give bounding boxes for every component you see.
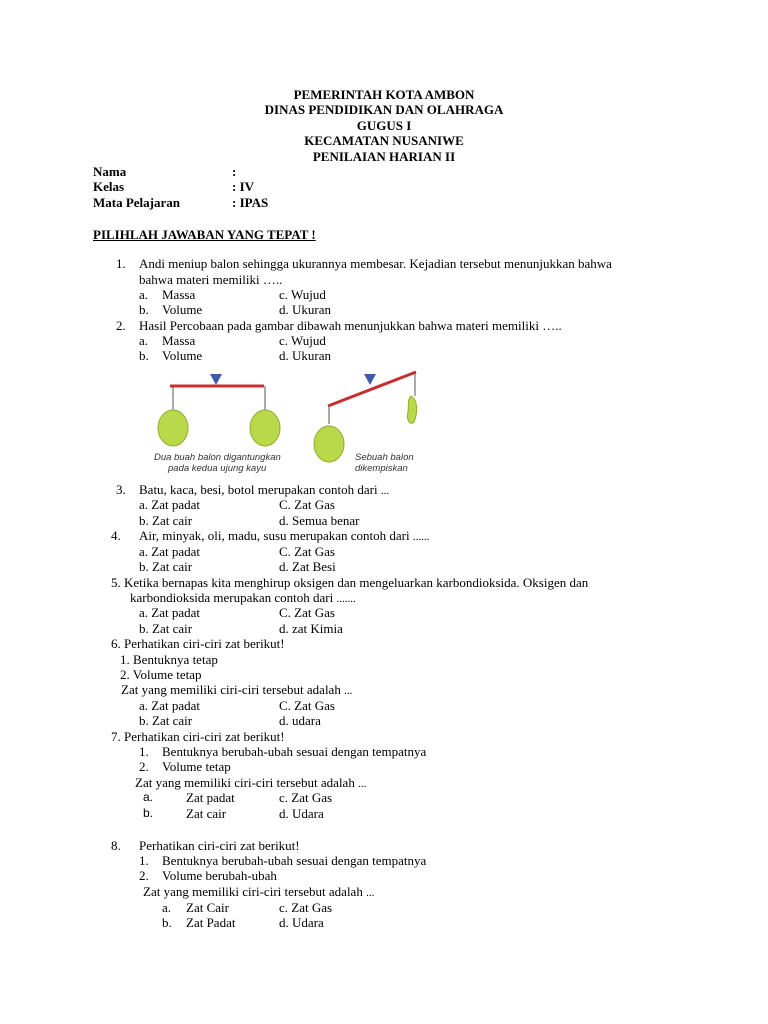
q6-dots: ... <box>344 685 353 697</box>
q8-option-b-letter: b. <box>162 915 172 930</box>
q5-text-line1: 5. Ketika bernapas kita menghirup oksigen dan mengeluarkan karbondioksida. Oksigen dan <box>111 575 589 590</box>
q7-option-b-letter: b. <box>143 806 154 820</box>
caption-right-line2: dikempiskan <box>355 463 408 474</box>
q3-option-c: C. Zat Gas <box>279 497 335 512</box>
q6-option-d: d. udara <box>279 713 321 728</box>
q5-option-c: C. Zat Gas <box>279 605 335 620</box>
right-pivot-icon <box>364 374 376 385</box>
q7-item-2: Volume tetap <box>162 759 231 774</box>
q2-option-a: Massa <box>162 333 196 348</box>
q8-dots: ... <box>366 887 375 899</box>
q4-option-a: a. Zat padat <box>139 544 200 559</box>
q7-text: 7. Perhatikan ciri-ciri zat berikut! <box>111 729 285 744</box>
q7-option-a-letter: a. <box>143 790 154 804</box>
q8-option-b: Zat Padat <box>186 915 236 930</box>
nama-value: : <box>232 164 237 179</box>
q7-option-a: Zat padat <box>186 790 235 805</box>
q8-number: 8. <box>111 838 121 853</box>
student-identity <box>93 164 268 210</box>
q8-item-2: Volume berubah-ubah <box>162 868 277 883</box>
q4-dots: ...... <box>412 531 430 543</box>
q7-dots: ... <box>358 778 367 790</box>
q6-item-1: 1. Bentuknya tetap <box>120 652 218 667</box>
mapel-value: : IPAS <box>232 194 269 210</box>
header-line-1: PEMERINTAH KOTA AMBON <box>293 87 475 102</box>
q8-option-a: Zat Cair <box>186 900 229 915</box>
q1-option-b-letter: b. <box>139 302 149 317</box>
q4-option-d: d. Zat Besi <box>279 559 336 574</box>
q1-number: 1. <box>116 256 126 271</box>
instruction: PILIHLAH JAWABAN YANG TEPAT ! <box>93 227 316 242</box>
header-line-3: GUGUS I <box>356 117 412 133</box>
q5-option-b: b. Zat cair <box>139 621 193 636</box>
q5-option-a: a. Zat padat <box>139 605 200 620</box>
q3-stem: Batu, kaca, besi, botol merupakan contoh dari <box>139 482 378 497</box>
q1-text-line2: bahwa materi memiliki ….. <box>139 272 283 287</box>
q8-option-c: c. Zat Gas <box>279 900 333 915</box>
balloon-icon-left-2 <box>250 410 280 446</box>
document-header <box>0 87 768 164</box>
q7-option-b: Zat cair <box>186 806 227 821</box>
q6-stem: Zat yang memiliki ciri-ciri tersebut adalah <box>121 682 341 697</box>
q1-option-a-letter: a. <box>139 287 149 302</box>
q6-item-2: 2. Volume tetap <box>120 667 202 682</box>
kelas-value: : IV <box>232 179 255 195</box>
nama-label: Nama <box>93 164 127 179</box>
mapel-label: Mata Pelajaran <box>93 194 181 210</box>
q6-option-a: a. Zat padat <box>139 698 200 713</box>
balloon-experiment-figure <box>148 368 423 481</box>
header-line-2: DINAS PENDIDIKAN DAN OLAHRAGA <box>264 102 504 118</box>
header-line-5: PENILAIAN HARIAN II <box>312 148 456 164</box>
q8-option-a-letter: a. <box>162 900 172 915</box>
kelas-label: Kelas <box>93 179 125 195</box>
q8-text: Perhatikan ciri-ciri zat berikut! <box>139 838 300 853</box>
balloon-icon-right <box>314 426 344 462</box>
q6-stem-line <box>121 682 352 699</box>
q2-option-b: Volume <box>162 348 203 363</box>
q4-option-b: b. Zat cair <box>139 559 193 574</box>
q3-number: 3. <box>116 482 126 497</box>
q6-text: 6. Perhatikan ciri-ciri zat berikut! <box>111 636 285 651</box>
q2-text: Hasil Percobaan pada gambar dibawah menunjukkan bahwa materi memiliki ….. <box>139 318 562 333</box>
q7-option-c: c. Zat Gas <box>279 790 333 805</box>
q8-item-1: Bentuknya berubah-ubah sesuai dengan tempatnya <box>162 853 427 868</box>
left-pivot-icon <box>210 374 222 385</box>
q4-text <box>139 528 429 545</box>
q8-stem: Zat yang memiliki ciri-ciri tersebut adalah <box>143 884 363 899</box>
deflated-balloon-icon <box>407 396 416 423</box>
caption-left-line2: pada kedua ujung kayu <box>168 463 267 474</box>
q2-number: 2. <box>116 318 126 333</box>
q6-option-b: b. Zat cair <box>139 713 193 728</box>
q3-option-a: a. Zat padat <box>139 497 200 512</box>
q7-item-2-number: 2. <box>139 759 149 774</box>
q7-stem: Zat yang memiliki ciri-ciri tersebut adalah <box>135 775 355 790</box>
q7-item-1: Bentuknya berubah-ubah sesuai dengan tempatnya <box>162 744 427 759</box>
q3-option-b: b. Zat cair <box>139 513 193 528</box>
q1-option-b: Volume <box>162 302 203 317</box>
caption-left-line1: Dua buah balon digantungkan <box>154 452 281 463</box>
q8-item-1-number: 1. <box>139 853 149 868</box>
q4-number: 4. <box>111 528 121 543</box>
q2-option-d: d. Ukuran <box>279 348 331 363</box>
q5-dots: ....... <box>336 593 356 605</box>
header-line-4: KECAMATAN NUSANIWE <box>304 133 464 149</box>
q1-option-d: d. Ukuran <box>279 302 331 317</box>
q2-option-a-letter: a. <box>139 333 149 348</box>
q2-option-c: c. Wujud <box>279 333 326 348</box>
q3-option-d: d. Semua benar <box>279 513 360 528</box>
q8-item-2-number: 2. <box>139 868 149 883</box>
q8-stem-line <box>143 884 374 901</box>
q8-option-d: d. Udara <box>279 915 324 930</box>
q5-option-d: d. zat Kimia <box>279 621 343 636</box>
q1-option-a: Massa <box>162 287 196 302</box>
balloon-icon-left-1 <box>158 410 188 446</box>
q4-option-c: C. Zat Gas <box>279 544 335 559</box>
q4-stem: Air, minyak, oli, madu, susu merupakan contoh dari <box>139 528 410 543</box>
q2-option-b-letter: b. <box>139 348 149 363</box>
caption-right-line1: Sebuah balon <box>355 452 414 463</box>
q5-stem: karbondioksida merupakan contoh dari <box>130 590 334 605</box>
q1-text-line1: Andi meniup balon sehingga ukurannya membesar. Kejadian tersebut menunjukkan bahwa <box>139 256 612 271</box>
balloon-figure-svg <box>148 368 423 478</box>
q7-item-1-number: 1. <box>139 744 149 759</box>
q1-option-c: c. Wujud <box>279 287 326 302</box>
q3-dots: ... <box>380 485 390 497</box>
q7-option-d: d. Udara <box>279 806 324 821</box>
q6-option-c: C. Zat Gas <box>279 698 335 713</box>
